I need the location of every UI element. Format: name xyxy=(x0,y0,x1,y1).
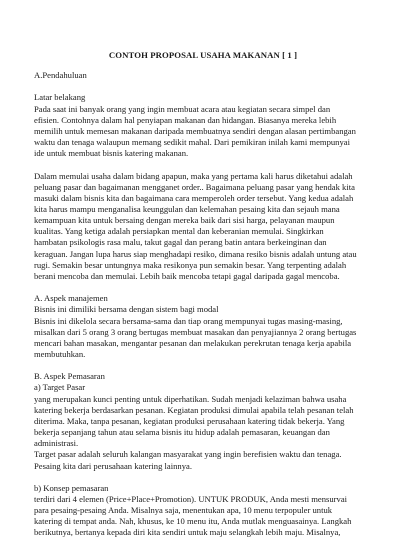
text-line: administrasi. xyxy=(34,438,79,449)
text-line: A.Pendahuluan xyxy=(34,70,87,81)
text-line: katering bekerja berdasarkan pesanan. Kegiatan produksi dimulai apabila telah pesanan telah xyxy=(34,404,354,415)
text-line: berikutnya, bertanya kepada diri kita sendiri untuk maju selangkah lebih maju. Misalnya, xyxy=(34,527,341,538)
text-line: Bisnis ini dimiliki bersama dengan sistem bagi modal xyxy=(34,304,219,315)
text-line: peluang pasar dan bagaimanan mengganet order.. Bagaimana peluang pasar yang hendak kita xyxy=(34,181,355,192)
text-line: b) Konsep pemasaran xyxy=(34,482,109,493)
paragraph xyxy=(34,371,372,471)
paragraph xyxy=(34,483,372,539)
text-line: A. Aspek manajemen xyxy=(34,293,108,304)
text-line: kualitas. Yang ketiga adalah persiapkan mental dan keberanian memulai. Singkirkan xyxy=(34,226,324,237)
text-line: diterima. Maka, tanpa pesanan, kegiatan produksi perusahaan katering tidak bekerja. Yang xyxy=(34,415,345,426)
text-line: B. Aspek Pemasaran xyxy=(34,371,105,382)
document-body xyxy=(34,70,372,538)
text-line: keraguan. Jangan lupa harus siap menghadapi resiko, dimana resiko bisnis adalah untung atau xyxy=(34,248,357,259)
paragraph xyxy=(34,70,372,81)
text-line: berani mencoba dan memulai. Lebih baik mencoba tetapi gagal daripada gagal mencoba. xyxy=(34,270,340,281)
paragraph xyxy=(34,293,372,360)
text-line: mencari bahan masakan, mengantar pesanan dan melakukan perekrutan tenaga kerja apabila xyxy=(34,337,352,348)
text-line: Latar belakang xyxy=(34,92,86,103)
text-line: hambatan psikologis rasa malu, takut gagal dan perang batin antara berkeinginan dan xyxy=(34,237,327,248)
text-line: terdiri dari 4 elemen (Price+Place+Promotion). UNTUK PRODUK, Anda mesti mensurvai xyxy=(34,494,348,505)
text-line: Pesaing kita dari perusahaan katering lainnya. xyxy=(34,460,192,471)
paragraph xyxy=(34,92,372,159)
text-line: katering di tempat anda. Nah, khusus, ke 10 menu itu, Anda mutlak menguasainya. Langkah xyxy=(34,516,352,527)
text-line: bekerja sepanjang tahun atau selama bisnis itu hidup adalah pemasaran, keuangan dan xyxy=(34,427,330,438)
text-line: kemampuan kita untuk bersaing dengan mereka baik dari sisi harga, pelayanan maupun xyxy=(34,215,335,226)
text-line: Pada saat ini banyak orang yang ingin membuat acara atau kegiatan secara simpel dan xyxy=(34,103,331,114)
paragraph xyxy=(34,171,372,283)
text-line: kita harus mampu menganalisa keunggulan dan kelemahan pesaing kita dan sejauh mana xyxy=(34,204,340,214)
text-line: Bisnis ini dikelola secara bersama-sama dan tiap orang mempunyai tugas masing-masing, xyxy=(34,315,343,326)
text-line: a) Target Pasar xyxy=(34,382,86,393)
text-line: misalkan dari 5 orang 3 orang bertugas membuat masakan dan penyajiannya 2 orang bertugas xyxy=(34,326,357,337)
document-title: CONTOH PROPOSAL USAHA MAKANAN [ 1 ] xyxy=(108,50,298,60)
text-line: membutuhkan. xyxy=(34,349,86,360)
text-line: masuki dalam bisnis kita dan bagaimana cara memperoleh order tersebut. Yang kedua adalah xyxy=(34,192,354,203)
text-line: rugi. Semakin besar untungnya maka resikonya pun semakin besar. Yang terpenting adalah xyxy=(34,259,347,270)
text-line: efisien. Contohnya dalam hal penyiapan makanan dan hidangan. Biasanya mereka lebih xyxy=(34,114,337,125)
text-line: para pesaing-pesaing Anda. Misalnya saja, menentukan apa, 10 menu terpopuler untuk xyxy=(34,505,333,516)
text-line: yang merupakan kunci penting untuk diperhatikan. Sudah menjadi kelaziman bahwa usaha xyxy=(34,393,347,404)
text-line: Dalam memulai usaha dalam bidang apapun, maka yang pertama kali harus diketahui adalah xyxy=(34,170,353,181)
text-line: Target pasar adalah seluruh kalangan masyarakat yang ingin berefisien waktu dan tenaga. xyxy=(34,449,342,460)
text-line: memilih untuk memesan makanan daripada membuatnya sendiri dengan alasan pertimbangan xyxy=(34,125,356,136)
text-line: ide untuk membuat bisnis katering makanan. xyxy=(34,148,189,159)
text-line: waktu dan tenaga walaupun memang sedikit mahal. Dari pemikiran inilah kami mempunyai xyxy=(34,137,350,148)
